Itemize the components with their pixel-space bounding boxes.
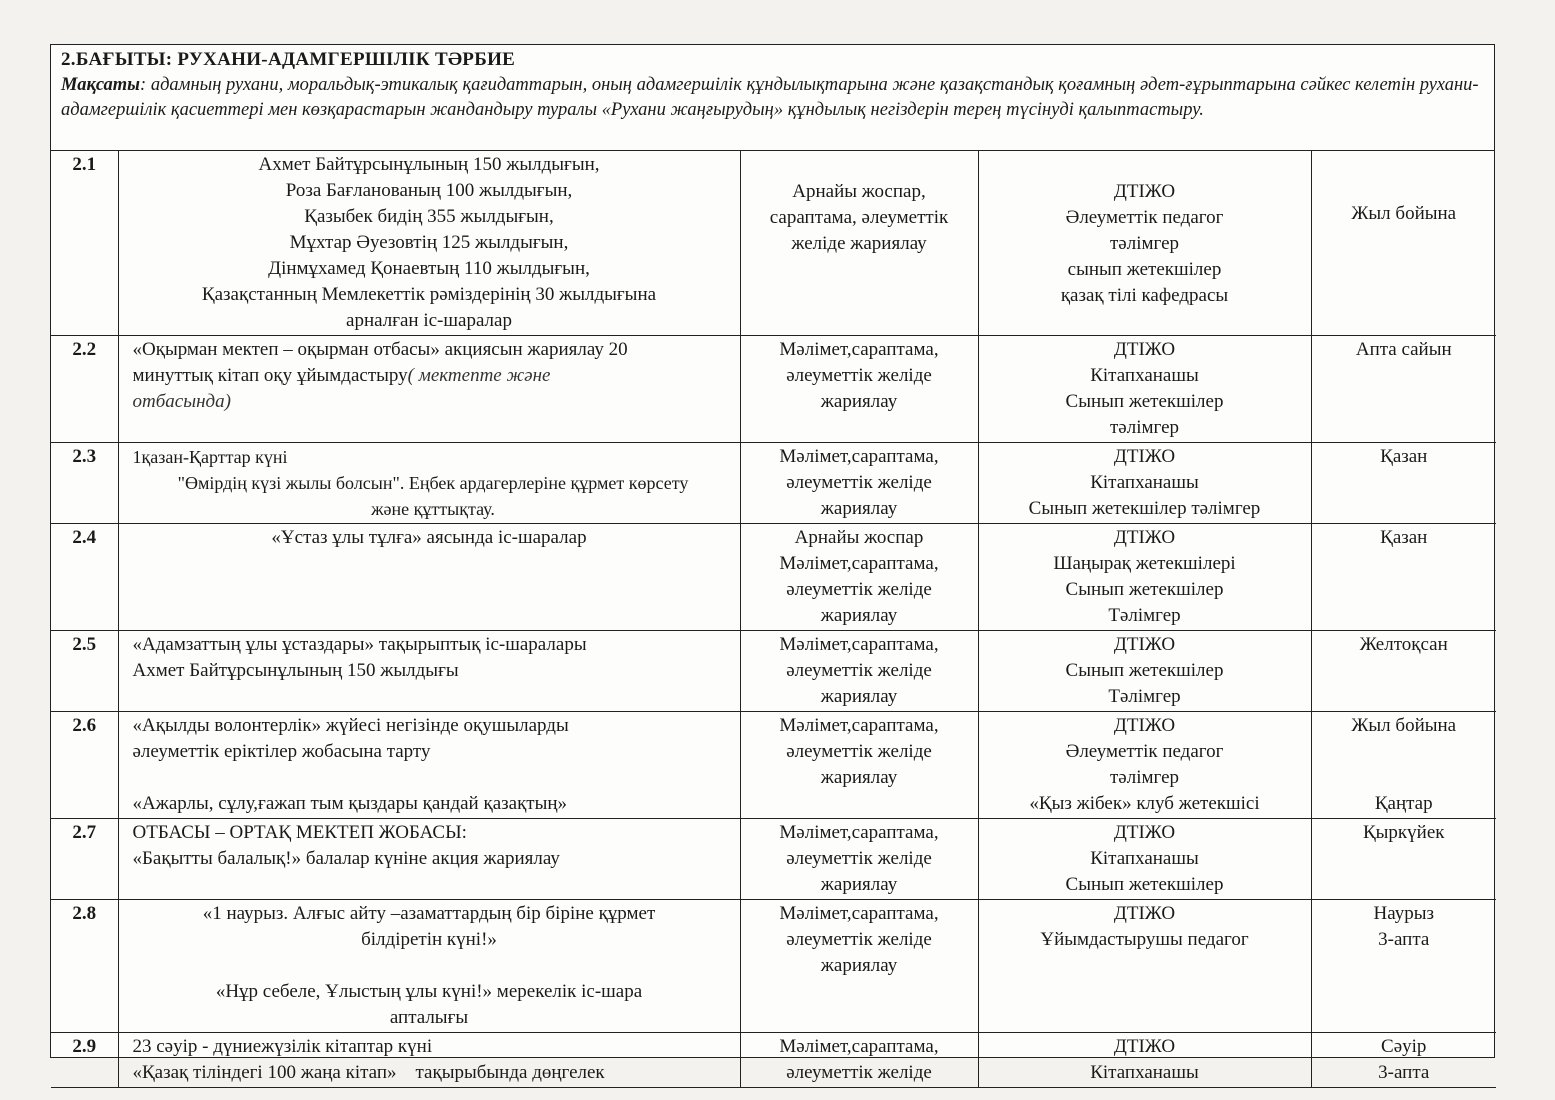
- document-page: [50, 44, 1495, 1083]
- form-line: Арнайы жоспар: [794, 527, 924, 548]
- row-number: 2.1: [51, 151, 118, 336]
- deadline-line: 3-апта: [1378, 929, 1430, 950]
- deadline-line: Жыл бойына: [1351, 203, 1457, 224]
- responsible-line: Тәлімгер: [1108, 686, 1181, 707]
- event-line: әлеуметтік еріктілер жобасына тарту: [132, 741, 431, 762]
- row-number: 2.2: [51, 336, 118, 443]
- form-cell: [740, 712, 978, 819]
- table-row: [51, 819, 1496, 900]
- responsible-cell: [978, 443, 1311, 524]
- row-number: 2.7: [51, 819, 118, 900]
- row-number: 2.4: [51, 524, 118, 631]
- responsible-cell: [978, 1033, 1311, 1088]
- responsible-line: ДТІЖО: [1113, 903, 1176, 924]
- form-line: әлеуметтік желіде: [786, 1062, 932, 1083]
- row-number: 2.8: [51, 900, 118, 1033]
- responsible-cell: [978, 712, 1311, 819]
- form-line: жариялау: [820, 498, 898, 519]
- deadline-cell: [1311, 1033, 1496, 1088]
- responsible-cell: [978, 336, 1311, 443]
- responsible-cell: [978, 900, 1311, 1033]
- row-number: 2.9: [51, 1033, 118, 1088]
- responsible-line: ДТІЖО: [1113, 715, 1176, 736]
- table-row: [51, 631, 1496, 712]
- form-line: Мәлімет,сараптама,: [779, 446, 939, 467]
- event-line: «Қазақ тіліндегі 100 жаңа кітап» тақырыбында дөңгелек: [132, 1062, 605, 1083]
- responsible-line: ДТІЖО: [1113, 446, 1176, 467]
- deadline-line: Наурыз: [1373, 903, 1434, 924]
- form-line: Мәлімет,сараптама,: [779, 822, 939, 843]
- form-line: жариялау: [820, 605, 898, 626]
- event-line: білдіретін күні!»: [361, 929, 497, 950]
- deadline-line: Сәуір: [1381, 1036, 1427, 1057]
- form-line: жариялау: [820, 874, 898, 895]
- section-title: 2.БАҒЫТЫ: РУХАНИ-АДАМГЕРШІЛІК ТӘРБИЕ: [61, 49, 516, 70]
- responsible-cell: [978, 819, 1311, 900]
- responsible-line: Сынып жетекшілер: [1065, 579, 1224, 600]
- responsible-line: Әлеуметтік педагог: [1065, 207, 1224, 228]
- event-line: минуттық кітап оқу ұйымдастыру: [132, 365, 408, 386]
- form-cell: [740, 336, 978, 443]
- table-row: [51, 524, 1496, 631]
- event-line: Қазыбек бидің 355 жылдығын,: [304, 206, 554, 227]
- table-row: [51, 1033, 1496, 1088]
- deadline-cell: [1311, 443, 1496, 524]
- table-row: [51, 712, 1496, 819]
- form-line: желіде жариялау: [791, 233, 927, 254]
- responsible-line: Кітапханашы: [1090, 848, 1199, 869]
- form-line: жариялау: [820, 767, 898, 788]
- event-cell: [118, 1033, 740, 1088]
- form-line: Арнайы жоспар,: [792, 181, 926, 202]
- responsible-line: сынып жетекшілер: [1067, 259, 1222, 280]
- event-line: Ахмет Байтұрсынұлының 150 жылдығы: [132, 660, 459, 681]
- form-line: жариялау: [820, 391, 898, 412]
- row-number: 2.5: [51, 631, 118, 712]
- row-number: 2.6: [51, 712, 118, 819]
- form-line: әлеуметтік желіде: [786, 848, 932, 869]
- event-cell: [118, 819, 740, 900]
- event-line: 1қазан-Қарттар күні: [132, 447, 288, 467]
- event-line: Ахмет Байтұрсынұлының 150 жылдығын,: [258, 154, 600, 175]
- responsible-line: Шаңырақ жетекшілері: [1053, 553, 1236, 574]
- event-note: отбасында): [132, 391, 231, 412]
- responsible-line: ДТІЖО: [1113, 339, 1176, 360]
- event-line: «Нұр себеле, Ұлыстың ұлы күні!» мерекелік іс-шара: [215, 981, 643, 1002]
- event-line: «Ажарлы, сұлу,ғажап тым қыздары қандай қазақтың»: [132, 793, 568, 814]
- responsible-cell: [978, 631, 1311, 712]
- responsible-line: Кітапханашы: [1090, 365, 1199, 386]
- responsible-line: тәлімгер: [1110, 233, 1179, 254]
- event-cell: [118, 524, 740, 631]
- event-line: Роза Бағланованың 100 жылдығын,: [285, 180, 573, 201]
- table-row: [51, 336, 1496, 443]
- event-line: 23 сәуір - дүниежүзілік кітаптар күні: [132, 1036, 433, 1057]
- event-line: «Ұстаз ұлы тұлға» аясында іс-шаралар: [271, 527, 587, 548]
- form-line: жариялау: [820, 686, 898, 707]
- deadline-cell: [1311, 900, 1496, 1033]
- deadline-cell: [1311, 712, 1496, 819]
- form-cell: [740, 443, 978, 524]
- responsible-line: Тәлімгер: [1108, 605, 1181, 626]
- form-line: әлеуметтік желіде: [786, 365, 932, 386]
- responsible-line: тәлімгер: [1110, 417, 1179, 438]
- deadline-line: Қаңтар: [1374, 793, 1433, 814]
- event-line: «Бақытты балалық!» балалар күніне акция жариялау: [132, 848, 560, 869]
- responsible-line: ДТІЖО: [1113, 1036, 1176, 1057]
- event-line: "Өмірдің күзі жылы болсын". Еңбек ардагерлеріне құрмет көрсету: [177, 473, 689, 493]
- event-line: және құттықтау.: [371, 499, 495, 519]
- responsible-line: Сынып жетекшілер: [1065, 874, 1224, 895]
- responsible-line: Кітапханашы: [1090, 1062, 1199, 1083]
- table-row: [51, 151, 1496, 336]
- event-line: арналған іс-шаралар: [346, 310, 512, 331]
- deadline-cell: [1311, 151, 1496, 336]
- form-line: жариялау: [820, 955, 898, 976]
- form-cell: [740, 819, 978, 900]
- event-line: Қазақстанның Мемлекеттік рәміздерінің 30 жылдығына: [201, 284, 657, 305]
- event-line: «Оқырман мектеп – оқырман отбасы» акциясын жариялау 20: [132, 339, 628, 360]
- responsible-line: Сынып жетекшілер: [1065, 660, 1224, 681]
- deadline-line: Қазан: [1380, 446, 1428, 467]
- responsible-line: ДТІЖО: [1113, 527, 1176, 548]
- deadline-line: Жыл бойына: [1351, 715, 1457, 736]
- form-line: Мәлімет,сараптама,: [779, 553, 939, 574]
- event-cell: [118, 712, 740, 819]
- goal-text: : адамның рухани, моральдық-этикалық қағидаттарын, оның адамгершілік құндылықтарына және қазақстандық қоғамның әдет-ғұрыптарына сәйкес келетін рухани-адамгершілік қасиеттері мен көзқарастарын жандандыру туралы «Рухани жаңғырудың» құндылық негіздерін терең түсінуді қалыптастыру.: [61, 75, 1479, 120]
- deadline-cell: [1311, 819, 1496, 900]
- responsible-line: Кітапханашы: [1090, 472, 1199, 493]
- event-line: «1 наурыз. Алғыс айту –азаматтардың бір біріне құрмет: [202, 903, 656, 924]
- event-cell: [118, 900, 740, 1033]
- event-line: «Ақылды волонтерлік» жүйесі негізінде оқушыларды: [132, 715, 569, 736]
- responsible-line: Сынып жетекшілер: [1065, 391, 1224, 412]
- event-cell: [118, 336, 740, 443]
- responsible-line: ДТІЖО: [1113, 634, 1176, 655]
- form-cell: [740, 524, 978, 631]
- row-number: 2.3: [51, 443, 118, 524]
- form-line: әлеуметтік желіде: [786, 929, 932, 950]
- form-line: Мәлімет,сараптама,: [779, 339, 939, 360]
- event-line: Мұхтар Әуезовтің 125 жылдығын,: [289, 232, 569, 253]
- form-line: Мәлімет,сараптама,: [779, 1036, 939, 1057]
- form-line: сараптама, әлеуметтік: [769, 207, 949, 228]
- goal-label: Мақсаты: [61, 75, 141, 95]
- form-cell: [740, 900, 978, 1033]
- event-cell: [118, 443, 740, 524]
- responsible-line: Әлеуметтік педагог: [1065, 741, 1224, 762]
- form-cell: [740, 151, 978, 336]
- section-header: [51, 45, 1494, 151]
- event-cell: [118, 151, 740, 336]
- deadline-cell: [1311, 336, 1496, 443]
- responsible-line: ДТІЖО: [1113, 822, 1176, 843]
- plan-table: [51, 151, 1496, 1088]
- event-line: «Адамзаттың ұлы ұстаздары» тақырыптық іс-шаралары: [132, 634, 587, 655]
- event-line: апталығы: [389, 1007, 469, 1028]
- event-line: Дінмұхамед Қонаевтың 110 жылдығын,: [268, 258, 590, 279]
- table-row: [51, 443, 1496, 524]
- responsible-cell: [978, 151, 1311, 336]
- form-line: әлеуметтік желіде: [786, 472, 932, 493]
- deadline-line: Желтоқсан: [1359, 634, 1448, 655]
- responsible-line: тәлімгер: [1110, 767, 1179, 788]
- responsible-line: Ұйымдастырушы педагог: [1040, 929, 1249, 950]
- responsible-line: қазақ тілі кафедрасы: [1060, 285, 1229, 306]
- deadline-line: Қазан: [1380, 527, 1428, 548]
- table-row: [51, 900, 1496, 1033]
- responsible-line: Сынып жетекшілер тәлімгер: [1028, 498, 1261, 519]
- form-line: Мәлімет,сараптама,: [779, 903, 939, 924]
- deadline-line: 3-апта: [1378, 1062, 1430, 1083]
- form-line: Мәлімет,сараптама,: [779, 715, 939, 736]
- form-cell: [740, 1033, 978, 1088]
- form-line: әлеуметтік желіде: [786, 579, 932, 600]
- event-line: ОТБАСЫ – ОРТАҚ МЕКТЕП ЖОБАСЫ:: [132, 822, 467, 843]
- form-cell: [740, 631, 978, 712]
- event-note: ( мектепте және: [407, 365, 551, 386]
- responsible-cell: [978, 524, 1311, 631]
- form-line: әлеуметтік желіде: [786, 741, 932, 762]
- section-goal: [61, 73, 1486, 123]
- deadline-cell: [1311, 524, 1496, 631]
- deadline-line: Апта сайын: [1355, 339, 1452, 360]
- deadline-cell: [1311, 631, 1496, 712]
- event-cell: [118, 631, 740, 712]
- responsible-line: «Қыз жібек» клуб жетекшісі: [1029, 793, 1260, 814]
- deadline-line: Қыркүйек: [1362, 822, 1445, 843]
- form-line: әлеуметтік желіде: [786, 660, 932, 681]
- responsible-line: ДТІЖО: [1113, 181, 1176, 202]
- form-line: Мәлімет,сараптама,: [779, 634, 939, 655]
